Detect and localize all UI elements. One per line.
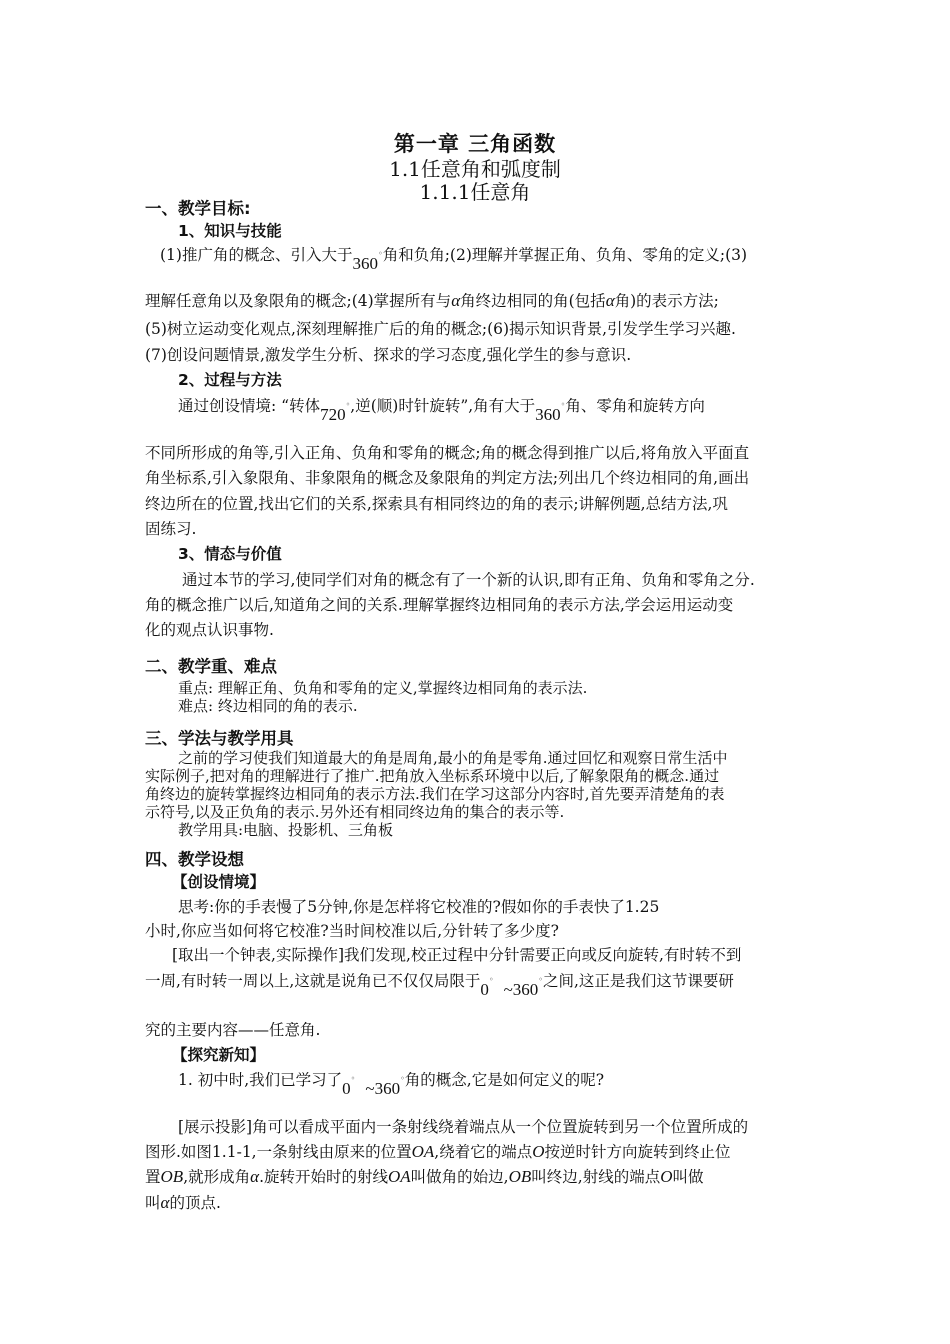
paragraph-line: 小时,你应当如何将它校准?当时间校准以后,分针转了多少度? xyxy=(145,922,559,940)
paragraph-line: 叫α的顶点. xyxy=(145,1193,221,1212)
subheading-knowledge-skills: 1、知识与技能 xyxy=(178,222,282,240)
paragraph-line: 固练习. xyxy=(145,520,197,538)
section-heading-methods-tools: 三、学法与教学用具 xyxy=(145,729,294,748)
subheading-attitude-values: 3、情态与价值 xyxy=(178,545,282,563)
paragraph-line: 一周,有时转一周以上,这就是说角已不仅仅局限于0◦~360◦之间,这正是我们这节课要研 xyxy=(145,972,734,999)
paragraph-line: (7)创设问题情景,激发学生分析、探求的学习态度,强化学生的参与意识. xyxy=(145,346,632,364)
paragraph-line: 通过创设情境: “转体720◦,逆(顺)时针旋转”,角有大于360◦角、零角和旋转方向 xyxy=(178,397,705,424)
section-heading-teaching-design: 四、教学设想 xyxy=(145,850,244,869)
paragraph-line: 教学用具:电脑、投影机、三角板 xyxy=(178,821,394,839)
paragraph-line: 示符号,以及正负角的表示.另外还有相同终边角的集合的表示等. xyxy=(145,803,565,821)
subheading-process-methods: 2、过程与方法 xyxy=(178,371,282,389)
section-heading-key-points: 二、教学重、难点 xyxy=(145,657,277,676)
paragraph-line: (5)树立运动变化观点,深刻理解推广后的角的概念;(6)揭示知识背景,引发学生学习兴趣. xyxy=(145,320,736,338)
paragraph-line: 1. 初中时,我们已学习了0◦~360◦角的概念,它是如何定义的呢? xyxy=(178,1071,605,1098)
paragraph-line: 化的观点认识事物. xyxy=(145,621,274,639)
paragraph-line: 角坐标系,引入象限角、非象限角的概念及象限角的判定方法;列出几个终边相同的角,画出 xyxy=(145,469,750,487)
paragraph-line: [取出一个钟表,实际操作]我们发现,校正过程中分针需要正向或反向旋转,有时转不到 xyxy=(172,946,742,964)
paragraph-line: 终边所在的位置,找出它们的关系,探索具有相同终边的角的表示;讲解例题,总结方法,巩 xyxy=(145,495,728,513)
paragraph-line: (1)推广角的概念、引入大于360◦角和负角;(2)理解并掌握正角、负角、零角的定义;(3) xyxy=(160,246,748,273)
paragraph-line: [展示投影]角可以看成平面内一条射线绕着端点从一个位置旋转到另一个位置所成的 xyxy=(178,1118,749,1136)
paragraph-line: 重点: 理解正角、负角和零角的定义,掌握终边相同角的表示法. xyxy=(178,679,588,697)
paragraph-line: 不同所形成的角等,引入正角、负角和零角的概念;角的概念得到推广以后,将角放入平面直 xyxy=(145,444,750,462)
paragraph-line: 角终边的旋转掌握终边相同角的表示方法.我们在学习这部分内容时,首先要弄清楚角的表 xyxy=(145,785,725,803)
paragraph-line: 图形.如图1.1-1,一条射线由原来的位置OA,绕着它的端点O按逆时针方向旋转到终止位 xyxy=(145,1142,731,1161)
tag-explore-new-knowledge: 【探究新知】 xyxy=(172,1046,266,1064)
section-heading-objectives: 一、教学目标: xyxy=(145,199,251,218)
paragraph-line: 通过本节的学习,使同学们对角的概念有了一个新的认识,即有正角、负角和零角之分. xyxy=(182,571,755,589)
section-title: 1.1任意角和弧度制 xyxy=(389,157,561,181)
paragraph-line: 角的概念推广以后,知道角之间的关系.理解掌握终边相同角的表示方法,学会运用运动变 xyxy=(145,596,734,614)
paragraph-line: 思考:你的手表慢了5分钟,你是怎样将它校准的?假如你的手表快了1.25 xyxy=(178,898,660,916)
chapter-title: 第一章 三角函数 xyxy=(393,132,557,156)
subsection-title: 1.1.1任意角 xyxy=(419,180,531,204)
paragraph-line: 实际例子,把对角的理解进行了推广.把角放入坐标系环境中以后,了解象限角的概念.通过 xyxy=(145,767,720,785)
tag-create-scenario: 【创设情境】 xyxy=(172,873,266,891)
paragraph-line: 置OB,就形成角α.旋转开始时的射线OA叫做角的始边,OB叫终边,射线的端点O叫做 xyxy=(145,1167,704,1186)
paragraph-line: 之前的学习使我们知道最大的角是周角,最小的角是零角.通过回忆和观察日常生活中 xyxy=(178,749,728,767)
paragraph-line: 难点: 终边相同的角的表示. xyxy=(178,697,358,715)
paragraph-line: 理解任意角以及象限角的概念;(4)掌握所有与α角终边相同的角(包括α角)的表示方法; xyxy=(145,291,719,310)
paragraph-line: 究的主要内容——任意角. xyxy=(145,1021,321,1039)
